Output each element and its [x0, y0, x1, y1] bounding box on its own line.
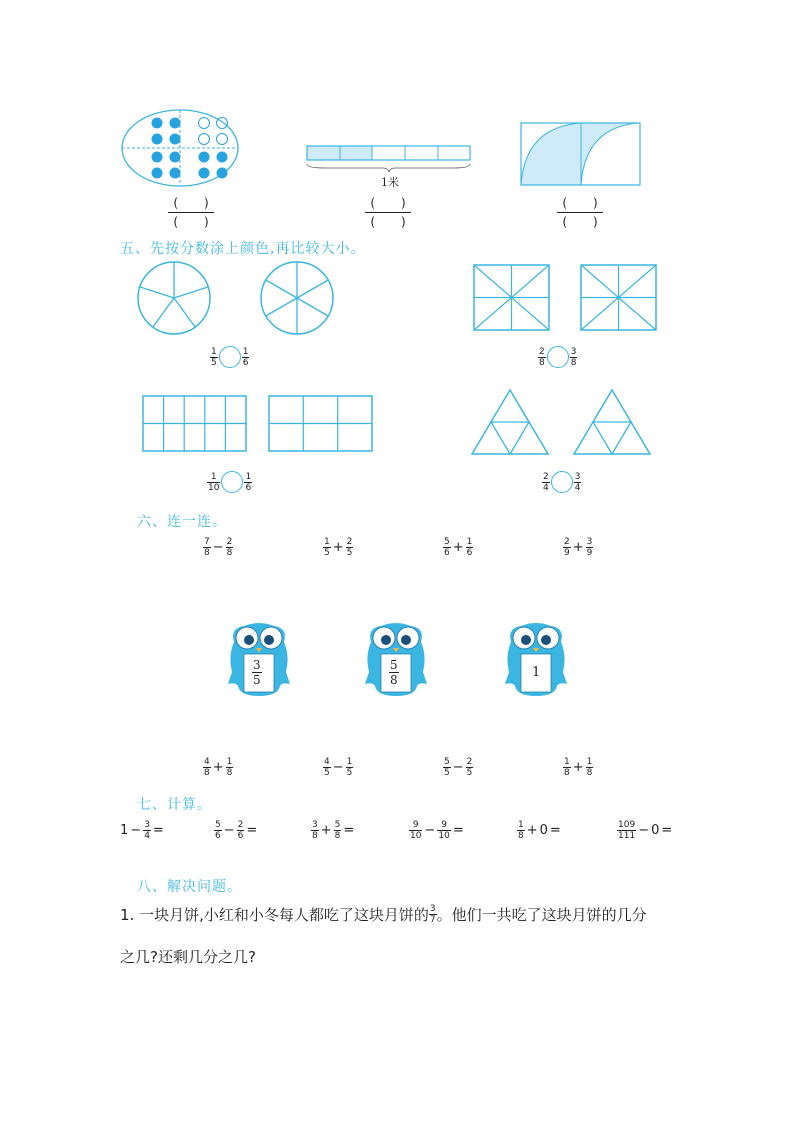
compare-circle-4[interactable]: [551, 471, 573, 493]
match-bottom-3[interactable]: $\frac{5}{5}$ − $\frac{2}{5}$: [444, 757, 473, 778]
match-bottom-1[interactable]: $\frac{4}{8}$ + $\frac{1}{8}$: [204, 757, 233, 778]
match-top-1[interactable]: $\frac{7}{8}$ − $\frac{2}{8}$: [204, 537, 233, 558]
calc-3[interactable]: $\frac{3}{8}$ + $\frac{5}{8}$ =: [312, 820, 355, 841]
meter-label: 1米: [381, 176, 399, 189]
owl-2-value: 5 8: [390, 658, 398, 687]
question-1-line-2: 之几?还剩几分之几?: [120, 948, 256, 966]
oval-dots-figure: [120, 108, 240, 188]
triangle-quarters-b[interactable]: [572, 388, 652, 456]
calc-4[interactable]: $\frac{9}{10}$ − $\frac{9}{10}$ =: [410, 820, 464, 841]
calc-5[interactable]: $\frac{1}{8}$ + 0 =: [518, 820, 561, 841]
calc-2[interactable]: $\frac{5}{6}$ − $\frac{2}{6}$ =: [215, 820, 258, 841]
match-top-3[interactable]: $\frac{5}{6}$ + $\frac{1}{6}$: [444, 537, 473, 558]
square-eighths-a[interactable]: [473, 264, 551, 332]
rect-tenths[interactable]: [142, 395, 248, 453]
rect-sixths[interactable]: [268, 395, 374, 453]
answer-blank-1[interactable]: ( ) ( ): [168, 196, 214, 229]
compare-circle-3[interactable]: [221, 471, 243, 493]
owl-icon: [503, 620, 569, 698]
compare-circle-1[interactable]: [219, 346, 241, 368]
compare-3: $\frac{1}{10}$ $\frac{1}{6}$: [208, 471, 252, 493]
circle-fifths[interactable]: [136, 260, 212, 336]
answer-blank-3[interactable]: ( ) ( ): [557, 196, 603, 229]
section-7-title: 七、计算。: [137, 797, 212, 813]
calc-6[interactable]: $\frac{109}{111}$ − 0 =: [618, 820, 673, 841]
circle-sixths[interactable]: [259, 260, 335, 336]
owl-3[interactable]: [503, 620, 569, 698]
match-top-4[interactable]: $\frac{2}{9}$ + $\frac{3}{9}$: [564, 537, 593, 558]
compare-1: $\frac{1}{5}$ $\frac{1}{6}$: [211, 346, 249, 368]
triangle-quarters-a[interactable]: [470, 388, 550, 456]
square-arcs-figure: [519, 121, 643, 187]
section-6-title: 六、连一连。: [137, 514, 227, 530]
question-1-line-1: 1. 一块月饼,小红和小冬每人都吃了这块月饼的 $\frac{3}{7}$ 。他们一共吃了这块月饼的几分: [120, 904, 647, 925]
compare-4: $\frac{2}{4}$ $\frac{3}{4}$: [543, 471, 581, 493]
owl-1[interactable]: [226, 620, 292, 698]
section-5-title: 五、先按分数涂上颜色,再比较大小。: [120, 241, 366, 257]
match-top-2[interactable]: $\frac{1}{5}$ + $\frac{2}{5}$: [324, 537, 353, 558]
compare-circle-2[interactable]: [547, 346, 569, 368]
answer-blank-2[interactable]: ( ) ( ): [365, 196, 411, 229]
match-bottom-4[interactable]: $\frac{1}{8}$ + $\frac{1}{8}$: [564, 757, 593, 778]
match-bottom-2[interactable]: $\frac{4}{5}$ − $\frac{1}{5}$: [324, 757, 353, 778]
compare-2: $\frac{2}{8}$ $\frac{3}{8}$: [539, 346, 577, 368]
owl-3-value: 1: [532, 665, 541, 680]
owl-2[interactable]: [363, 620, 429, 698]
square-eighths-b[interactable]: [580, 264, 658, 332]
calc-1[interactable]: 1 − $\frac{3}{4}$ =: [120, 820, 164, 841]
owl-1-value: 3 5: [253, 658, 261, 687]
section-8-title: 八、解决问题。: [137, 879, 242, 895]
